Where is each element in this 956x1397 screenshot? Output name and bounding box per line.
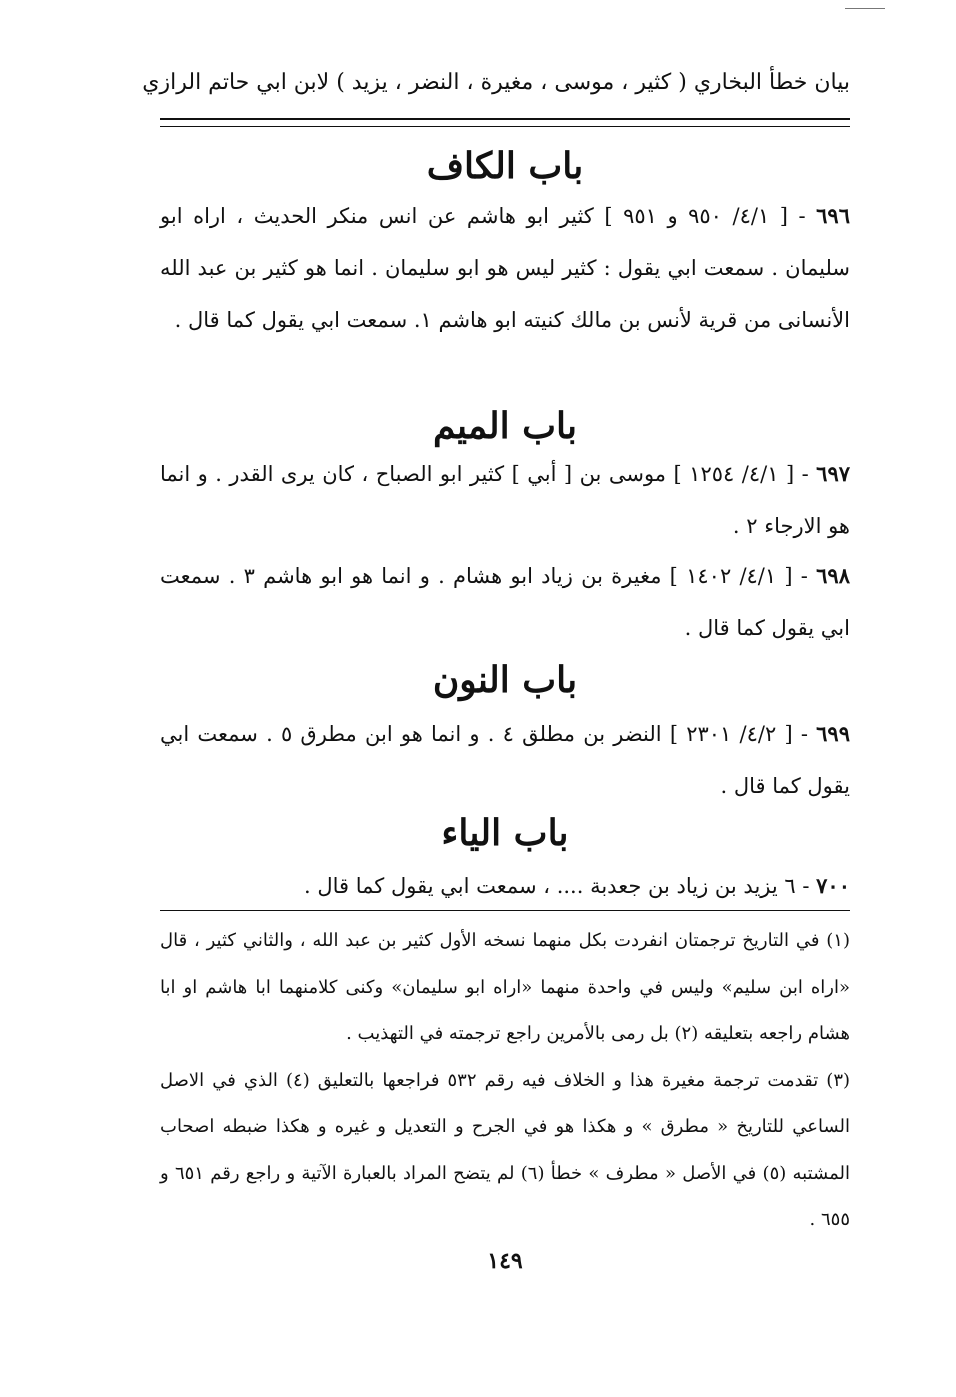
entry-696 bbox=[160, 190, 850, 346]
corner-scan-mark bbox=[845, 8, 885, 9]
entry-text: - [ ٤/٢/ ٢٣٠١ ] النضر بن مطلق ٤ . و انما هو ابن مطرق ٥ . سمعت ابي يقول كما قال . bbox=[160, 722, 850, 798]
entry-number: ٦٩٨ bbox=[816, 563, 850, 588]
header-double-rule bbox=[160, 118, 850, 127]
entry-700 bbox=[160, 860, 850, 912]
section-title-kaf: باب الكاف bbox=[426, 145, 584, 187]
entry-number: ٦٩٧ bbox=[816, 461, 851, 486]
section-title-ya: باب الياء bbox=[441, 812, 569, 854]
footnote-separator bbox=[160, 910, 850, 911]
section-title-nun: باب النون bbox=[432, 659, 578, 701]
entry-699 bbox=[160, 708, 850, 812]
entry-698 bbox=[160, 550, 850, 654]
entry-text: - ٦ يزيد بن زياد بن جعدبة .... ، سمعت ابي يقول كما قال . bbox=[304, 874, 810, 898]
entry-text: - [ ٤/١/ ٩٥٠ و ٩٥١ ] كثير ابو هاشم عن انس منكر الحديث ، اراه ابو سليمان . سمعت ابي يقول : كثير ليس هو ابو سليمان . انما هو كثير بن عبد الله الأنسانى من قرية لأنس بن مالك كنيته ابو هاشم ١. سمعت ابي يقول كما قال . bbox=[160, 204, 850, 332]
entry-number: ٦٩٩ bbox=[816, 721, 850, 746]
footnote-paragraph: (٣) تقدمت ترجمة مغيرة هذا و الخلاف فيه رقم ٥٣٢ فراجعها بالتعليق (٤) الذي في الاصل الساعي للتاريخ « مطرق » و هكذا هو في الجرح و التعديل و غيره و هكذا ضبطه اصحاب المشتبه (٥) في الأصل « مطرف » خطأ (٦) لم يتضح المراد بالعبارة الآتية و راجع رقم ٦٥١ و ٦٥٥ . bbox=[160, 1069, 851, 1230]
entry-number: ٦٩٦ bbox=[816, 203, 850, 228]
entry-text: - [ ٤/١/ ١٤٠٢ ] مغيرة بن زياد ابو هشام . و انما هو ابو هاشم ٣ . سمعت ابي يقول كما قال . bbox=[160, 564, 850, 640]
entry-number: ٧٠٠ bbox=[816, 873, 850, 898]
page-number: ١٤٩ bbox=[487, 1248, 523, 1274]
section-title-mim: باب الميم bbox=[432, 405, 578, 447]
book-page bbox=[142, 0, 851, 1397]
entry-697 bbox=[160, 448, 850, 552]
footnote-paragraph: (١) في التاريخ ترجمتان انفردت بكل منهما نسخه الأول كثير بن عبد الله ، والثاني كثير ، قال «اراه ابن سليم» وليس في واحدة منهما «اراه ابو سليمان» وكنى كلامنهما ابا هاشم او ابا هشام راجعه بتعليقه (٢) بل رمى بالأمرين راجع ترجمته في التهذيب . bbox=[160, 930, 850, 1044]
entry-text: - [ ٤/١/ ١٢٥٤ ] موسى بن [ أبي ] كثير ابو الصباح ، كان يرى القدر . و انما هو الارجاء ٢ . bbox=[160, 462, 850, 538]
running-header: بيان خطأ البخاري ( كثير ، موسى ، مغيرة ، النضر ، يزيد ) لابن ابي حاتم الرازي bbox=[142, 70, 850, 95]
footnotes bbox=[160, 918, 850, 1244]
